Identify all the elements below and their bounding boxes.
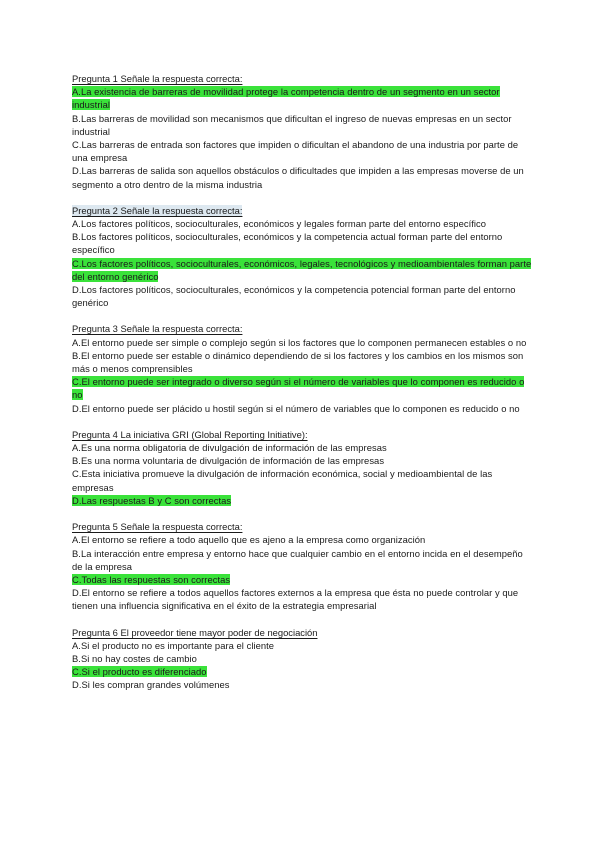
answer-option-text: A.Si el producto no es importante para el cliente bbox=[72, 639, 275, 651]
question-6 bbox=[72, 626, 532, 692]
question-title bbox=[72, 626, 532, 639]
question-number: Pregunta 2 bbox=[72, 204, 121, 216]
answer-option-b bbox=[72, 652, 532, 665]
answer-option-a bbox=[72, 217, 532, 230]
answer-option-text: B.Es una norma voluntaria de divulgación de información de las empresas bbox=[72, 455, 385, 467]
question-prompt: El proveedor tiene mayor poder de negociación bbox=[120, 626, 318, 638]
question-number: Pregunta 1 bbox=[72, 73, 121, 84]
answer-option-c bbox=[72, 467, 532, 493]
answer-option-b bbox=[72, 349, 532, 375]
answer-option-d bbox=[72, 164, 532, 190]
question-number: Pregunta 4 bbox=[72, 428, 121, 440]
answer-option-d bbox=[72, 586, 532, 612]
answer-option-text: D.Las barreras de salida son aquellos obstáculos o dificultades que impiden a las empresas moverse de un segmento a otro dentro de la misma industria bbox=[72, 165, 524, 190]
answer-option-text: D.El entorno puede ser plácido u hostil según si el número de variables que lo componen es reducido o no bbox=[72, 402, 520, 414]
answer-option-text: B.Las barreras de movilidad son mecanismos que dificultan el ingreso de nuevas empresas en un sector industrial bbox=[72, 112, 512, 137]
answer-option-text: B.El entorno puede ser estable o dinámico dependiendo de si los factores y los cambios en los mismos son más o menos comprensibles bbox=[72, 349, 524, 375]
answer-option-text: A.El entorno se refiere a todo aquello que es ajeno a la empresa como organización bbox=[72, 534, 426, 546]
question-title bbox=[72, 428, 532, 441]
answer-option-text: D.El entorno se refiere a todos aquellos factores externos a la empresa que ésta no puede controlar y que tienen una influencia significativa en el éxito de la estrategia empresarial bbox=[72, 587, 519, 612]
question-number: Pregunta 3 bbox=[72, 323, 121, 335]
answer-option-text: B.Los factores políticos, socioculturales, económicos y la competencia actual forman parte del entorno específico bbox=[72, 231, 503, 256]
answer-option-text: C.Esta iniciativa promueve la divulgación de información económica, social y medioambiental de las empresas bbox=[72, 468, 493, 493]
answer-option-text: A.La existencia de barreras de movilidad protege la competencia dentro de un segmento en un sector industrial bbox=[72, 86, 500, 111]
answer-option-a bbox=[72, 441, 532, 454]
answer-option-c bbox=[72, 138, 532, 164]
answer-option-text: D.Si les compran grandes volúmenes bbox=[72, 679, 230, 691]
quiz-content bbox=[72, 72, 532, 705]
answer-option-a bbox=[72, 85, 532, 111]
question-2 bbox=[72, 204, 532, 310]
question-prompt: Señale la respuesta correcta: bbox=[120, 204, 243, 216]
question-3 bbox=[72, 322, 532, 414]
answer-option-c bbox=[72, 375, 532, 401]
answer-option-d bbox=[72, 283, 532, 309]
answer-option-text: A.Los factores políticos, socioculturales, económicos y legales forman parte del entorno específico bbox=[72, 218, 487, 230]
question-title bbox=[72, 322, 532, 335]
answer-option-d bbox=[72, 402, 532, 415]
answer-option-text: A.El entorno puede ser simple o complejo según si los factores que lo componen permanecen estables o no bbox=[72, 336, 527, 348]
answer-option-c bbox=[72, 573, 532, 586]
question-title bbox=[72, 72, 532, 85]
answer-option-a bbox=[72, 336, 532, 349]
answer-option-text: C.El entorno puede ser integrado o diverso según si el número de variables que lo componen es reducido o no bbox=[72, 376, 525, 401]
answer-option-c bbox=[72, 665, 532, 678]
answer-option-c bbox=[72, 257, 532, 283]
answer-option-d bbox=[72, 494, 532, 507]
answer-option-b bbox=[72, 547, 532, 573]
question-prompt: Señale la respuesta correcta: bbox=[120, 323, 243, 335]
question-number: Pregunta 6 bbox=[72, 626, 121, 638]
answer-option-b bbox=[72, 230, 532, 256]
answer-option-text: D.Las respuestas B y C son correctas bbox=[72, 494, 232, 506]
answer-option-d bbox=[72, 678, 532, 691]
answer-option-text: C.Los factores políticos, socioculturales, económicos, legales, tecnológicos y medioambientales forman parte del entorno genérico bbox=[72, 257, 532, 282]
answer-option-text: B.La interacción entre empresa y entorno hace que cualquier cambio en el entorno incida en el desempeño de la empresa bbox=[72, 547, 523, 572]
question-5 bbox=[72, 520, 532, 612]
question-1 bbox=[72, 72, 532, 191]
question-number: Pregunta 5 bbox=[72, 521, 121, 533]
answer-option-b bbox=[72, 454, 532, 467]
answer-option-text: D.Los factores políticos, socioculturales, económicos y la competencia potencial forman parte del entorno genérico bbox=[72, 284, 516, 309]
answer-option-text: B.Si no hay costes de cambio bbox=[72, 652, 197, 664]
answer-option-a bbox=[72, 639, 532, 652]
question-prompt: La iniciativa GRI (Global Reporting Initiative): bbox=[120, 428, 308, 440]
question-title bbox=[72, 520, 532, 533]
answer-option-text: C.Todas las respuestas son correctas bbox=[72, 573, 231, 585]
answer-option-text: C.Las barreras de entrada son factores que impiden o dificultan el abandono de una industria por parte de una empresa bbox=[72, 139, 519, 164]
answer-option-b bbox=[72, 112, 532, 138]
question-prompt: Señale la respuesta correcta: bbox=[120, 521, 243, 533]
answer-option-a bbox=[72, 533, 532, 546]
question-4 bbox=[72, 428, 532, 507]
answer-option-text: C.Si el producto es diferenciado bbox=[72, 666, 207, 678]
answer-option-text: A.Es una norma obligatoria de divulgación de información de las empresas bbox=[72, 442, 387, 454]
question-title bbox=[72, 204, 532, 217]
question-prompt: Señale la respuesta correcta: bbox=[120, 73, 243, 84]
